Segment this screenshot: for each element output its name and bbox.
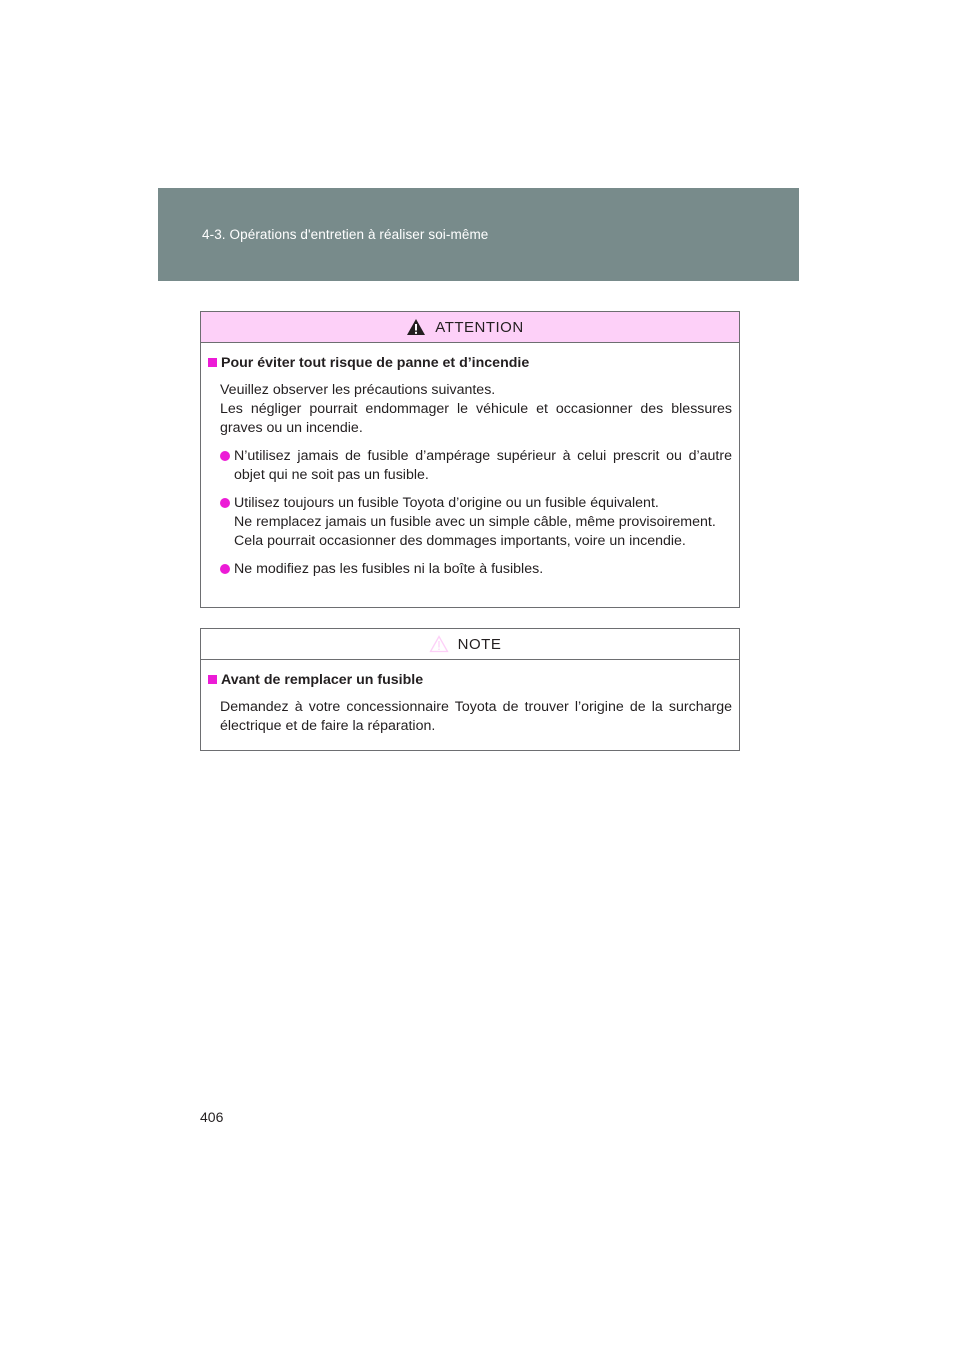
list-item [208, 494, 732, 551]
bullet-text: Ne modifiez pas les fusibles ni la boîte à fusibles. [234, 561, 544, 577]
note-heading [201, 629, 739, 660]
note-section-title [208, 671, 732, 690]
note-box [200, 628, 740, 751]
note-section-title-text: Avant de remplacer un fusible [221, 672, 424, 688]
warning-triangle-outline-icon [429, 635, 449, 653]
note-heading-text: NOTE [457, 635, 502, 653]
attention-body [201, 343, 739, 579]
attention-intro-line1: Veuillez observer les précautions suivantes. [220, 382, 496, 398]
attention-section-title-text: Pour éviter tout risque de panne et d’incendie [221, 355, 530, 371]
round-bullet-icon [220, 498, 230, 508]
bullet-text: N’utilisez jamais de fusible d’ampérage supérieur à celui prescrit ou d’autre objet qui ne soit pas un fusible. [234, 448, 732, 483]
square-bullet-icon [208, 675, 217, 684]
attention-heading-text: ATTENTION [435, 318, 524, 336]
list-item [208, 447, 732, 485]
attention-heading [201, 312, 739, 343]
square-bullet-icon [208, 358, 217, 367]
bullet-text [234, 494, 732, 551]
attention-intro [208, 381, 732, 438]
bullet-line: Cela pourrait occasionner des dommages importants, voire un incendie. [234, 533, 686, 549]
note-body [201, 660, 739, 736]
attention-box [200, 311, 740, 608]
warning-triangle-filled-icon [406, 318, 426, 336]
attention-intro-line2: Les négliger pourrait endommager le véhicule et occasionner des blessures graves ou un incendie. [220, 401, 732, 436]
note-paragraph: Demandez à votre concessionnaire Toyota de trouver l’origine de la surcharge électrique et de faire la réparation. [220, 699, 732, 734]
bullet-line: Utilisez toujours un fusible Toyota d’origine ou un fusible équivalent. [234, 495, 659, 511]
list-item [208, 560, 732, 579]
bullet-line: Ne remplacez jamais un fusible avec un simple câble, même provisoirement. [234, 514, 716, 530]
round-bullet-icon [220, 451, 230, 461]
attention-section-title [208, 354, 732, 373]
round-bullet-icon [220, 564, 230, 574]
page-number: 406 [200, 1109, 224, 1125]
section-header-title: 4-3. Opérations d'entretien à réaliser soi-même [202, 227, 489, 242]
